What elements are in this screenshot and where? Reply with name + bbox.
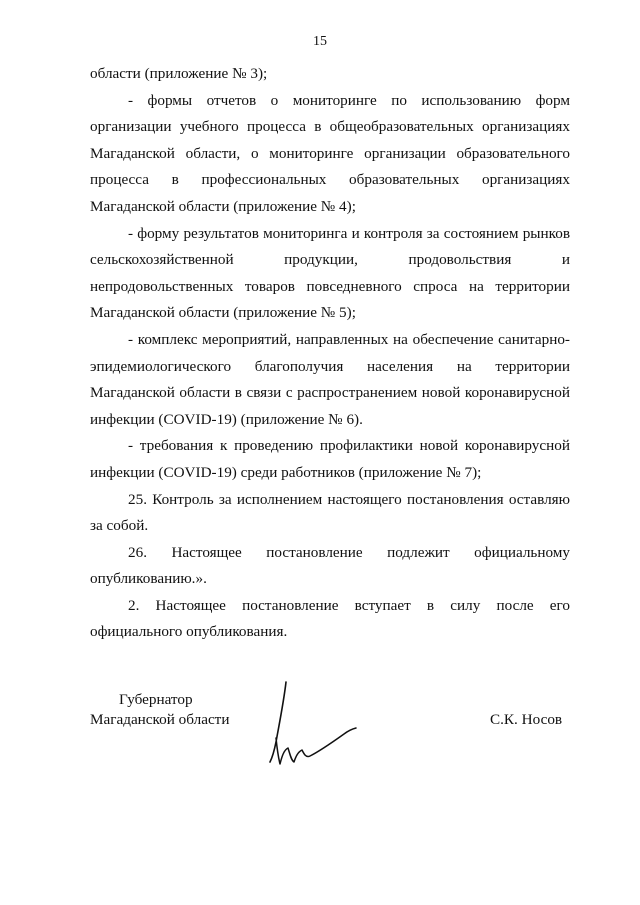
paragraph-5: - требования к проведению профилактики новой коронавирусной инфекции (COVID-19) среди работников (приложение № 7); bbox=[90, 437, 570, 481]
document-body bbox=[90, 61, 570, 646]
signer-title-line1: Губернатор bbox=[119, 691, 193, 708]
signer-title-line2: Магаданской области bbox=[90, 711, 230, 728]
signature-block bbox=[0, 690, 640, 790]
handwritten-signature-icon bbox=[258, 680, 368, 780]
paragraph-3: - форму результатов мониторинга и контроля за состоянием рынков сельскохозяйственной продукции, продовольствия и непродовольственных товаров повседневного спроса на территории Магаданской области (приложение № 5); bbox=[90, 224, 570, 322]
paragraph-8: 2. Настоящее постановление вступает в силу после его официального опубликования. bbox=[90, 596, 570, 641]
paragraph-2: - формы отчетов о мониторинге по использованию форм организации учебного процесса в общеобразовательных организациях Магаданской области, о мониторинге организации образовательного процесса в профессиональных образовательных организациях Магаданской области (приложение № 4); bbox=[90, 91, 570, 215]
paragraph-7: 26. Настоящее постановление подлежит официальному опубликованию.». bbox=[90, 543, 570, 588]
page-number: 15 bbox=[313, 34, 327, 49]
paragraph-4: - комплекс мероприятий, направленных на обеспечение санитарно-эпидемиологического благополучия населения на территории Магаданской области в связи с распространением новой коронавирусной инфекции (COVID-19) (приложение № 6). bbox=[90, 330, 570, 428]
paragraph-6: 25. Контроль за исполнением настоящего постановления оставляю за собой. bbox=[90, 490, 570, 535]
paragraph-1: области (приложение № 3); bbox=[90, 65, 268, 82]
signer-name: С.К. Носов bbox=[490, 711, 563, 728]
